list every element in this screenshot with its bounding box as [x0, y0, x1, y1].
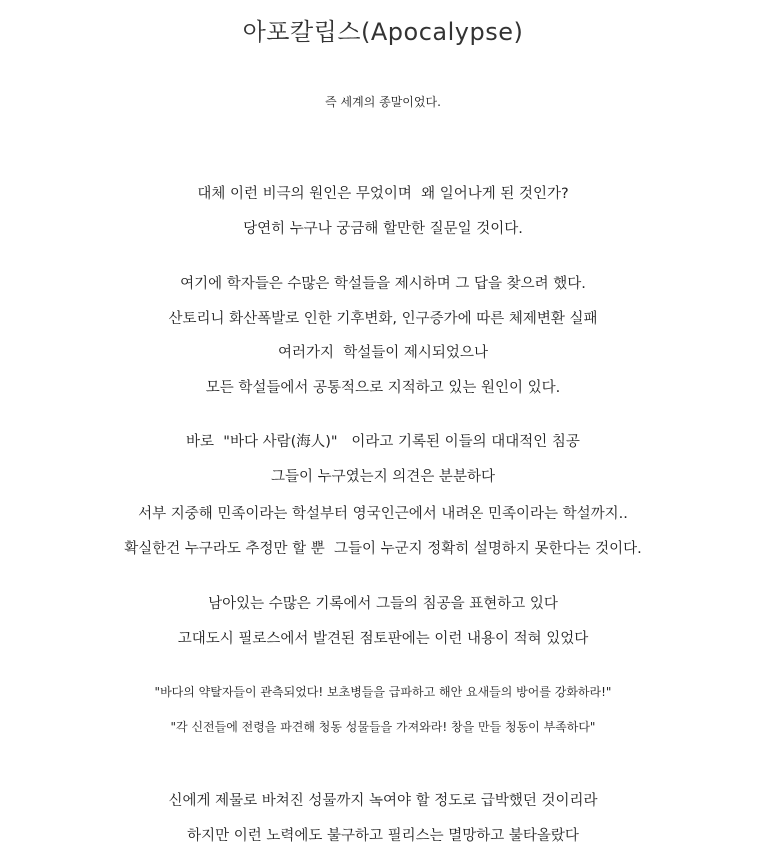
- paragraph-line: 하지만 이런 노력에도 불구하고 필리스는 멸망하고 불타올랐다: [187, 828, 579, 844]
- paragraph-line: 바로 "바다 사람(海人)" 이라고 기록된 이들의 대대적인 침공: [186, 434, 580, 450]
- quote-line: "바다의 약탈자들이 관측되었다! 보초병들을 급파하고 해안 요새들의 방어를 강화하라!": [154, 685, 612, 699]
- paragraph-line: 여러가지 학설들이 제시되었으나: [278, 345, 488, 361]
- paragraph-line: 확실한건 누구라도 추정만 할 뿐 그들이 누군지 정확히 설명하지 못한다는 것이다.: [124, 541, 642, 557]
- page-title: 아포칼립스(Apocalypse): [242, 18, 524, 46]
- paragraph-line: 여기에 학자들은 수많은 학설들을 제시하며 그 답을 찾으려 했다.: [180, 276, 586, 292]
- quote-line: "각 신전들에 전령을 파견해 청동 성물들을 가져와라! 창을 만들 청동이 부족하다": [170, 720, 596, 734]
- paragraph-line: 서부 지중해 민족이라는 학설부터 영국인근에서 내려온 민족이라는 학설까지..: [138, 506, 628, 522]
- paragraph-line: 고대도시 필로스에서 발견된 점토판에는 이런 내용이 적혀 있었다: [177, 631, 589, 647]
- paragraph-line: 대체 이런 비극의 원인은 무었이며 왜 일어나게 된 것인가?: [197, 186, 569, 202]
- paragraph-line: 모든 학설들에서 공통적으로 지적하고 있는 원인이 있다.: [205, 380, 561, 396]
- paragraph-line: 당연히 누구나 궁금해 할만한 질문일 것이다.: [243, 221, 523, 237]
- paragraph-line: 남아있는 수많은 기록에서 그들의 침공을 표현하고 있다: [208, 596, 558, 612]
- subtitle: 즉 세계의 종말이었다.: [325, 95, 441, 109]
- paragraph-line: 그들이 누구였는지 의견은 분분하다: [271, 469, 495, 485]
- paragraph-line: 산토리니 화산폭발로 인한 기후변화, 인구증가에 따른 체제변환 실패: [168, 311, 598, 327]
- paragraph-line: 신에게 제물로 바쳐진 성물까지 녹여야 할 정도로 급박했던 것이리라: [168, 793, 598, 809]
